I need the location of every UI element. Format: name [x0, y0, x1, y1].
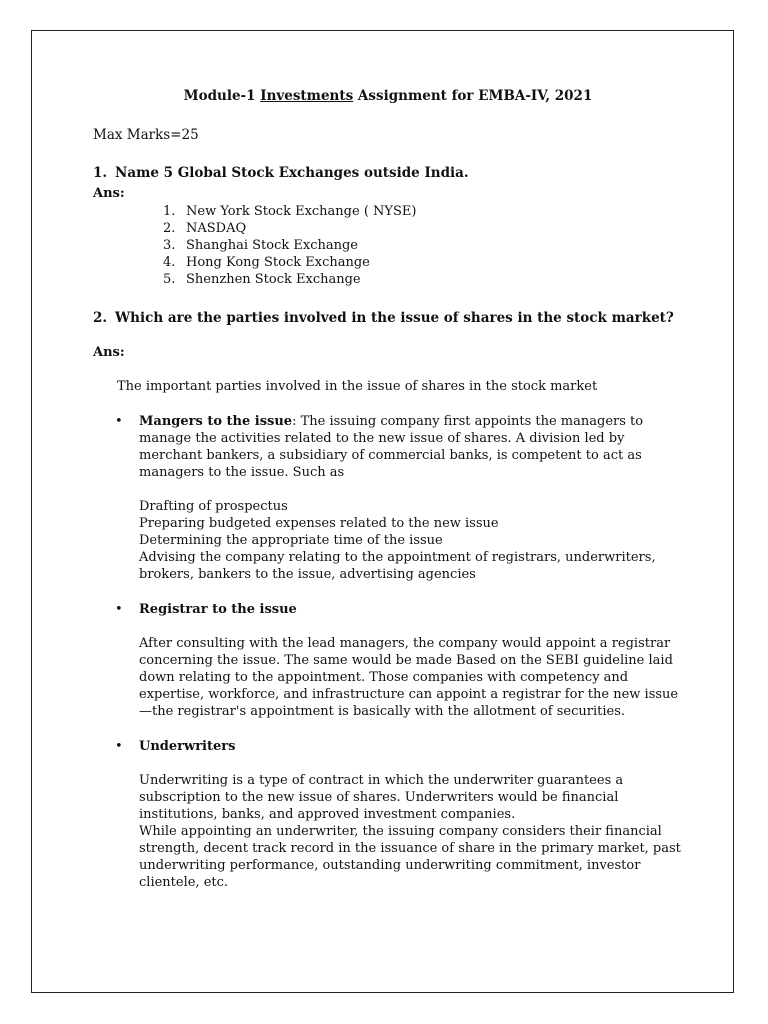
list-item — [163, 254, 683, 271]
answer-2-label: Ans: — [93, 345, 125, 360]
answer-2-intro: The important parties involved in the issue of shares in the stock market — [117, 379, 598, 394]
managers-colon: : — [292, 414, 297, 429]
document-title — [93, 88, 683, 105]
managers-line: The issuing company first appoints the managers to — [296, 414, 644, 429]
question-1-text: Name 5 Global Stock Exchanges outside India. — [115, 165, 469, 181]
bullet-dot: • — [115, 739, 123, 754]
list-item-text: Shanghai Stock Exchange — [186, 238, 358, 253]
task-line: Determining the appropriate time of the issue — [139, 533, 443, 548]
bullet-managers — [115, 413, 683, 481]
question-2-number: 2. — [93, 310, 108, 326]
list-item-text: Hong Kong Stock Exchange — [186, 255, 370, 270]
list-item — [163, 237, 683, 254]
title-underlined-word: Investments — [260, 88, 354, 104]
list-item — [163, 271, 683, 288]
task-line: Advising the company relating to the appointment of registrars, underwriters, — [139, 550, 656, 565]
question-1 — [93, 165, 683, 182]
list-item — [163, 220, 683, 237]
underwriters-heading: Underwriters — [139, 739, 236, 754]
list-item-number: 4. — [163, 255, 176, 270]
registrar-heading: Registrar to the issue — [139, 602, 297, 617]
registrar-paragraph — [139, 635, 683, 720]
list-item-text: NASDAQ — [186, 221, 247, 236]
list-item-number: 5. — [163, 272, 176, 287]
bullet-dot: • — [115, 602, 123, 617]
bullet-managers-text — [139, 413, 683, 481]
title-prefix: Module-1 — [183, 88, 261, 104]
underwriters-line: While appointing an underwriter, the issuing company considers their financial — [139, 824, 662, 839]
bullet-dot: • — [115, 414, 123, 429]
registrar-line: —the registrar's appointment is basically with the allotment of securities. — [139, 704, 626, 719]
question-2 — [93, 310, 683, 327]
managers-line: manage the activities related to the new issue of shares. A division led by — [139, 431, 625, 446]
registrar-line: expertise, workforce, and infrastructure can appoint a registrar for the new issue — [139, 687, 679, 702]
managers-line: managers to the issue. Such as — [139, 465, 345, 480]
document-body — [93, 88, 683, 891]
underwriters-line: underwriting performance, outstanding underwriting commitment, investor — [139, 858, 641, 873]
question-2-text: Which are the parties involved in the issue of shares in the stock market? — [115, 310, 674, 326]
answer-1-label: Ans: — [93, 186, 125, 201]
question-1-number: 1. — [93, 165, 108, 181]
registrar-line: concerning the issue. The same would be made Based on the SEBI guideline laid — [139, 653, 673, 668]
list-item-number: 3. — [163, 238, 176, 253]
underwriters-line: Underwriting is a type of contract in which the underwriter guarantees a — [139, 773, 624, 788]
managers-heading: Mangers to the issue — [139, 414, 293, 429]
list-item-text: Shenzhen Stock Exchange — [186, 272, 361, 287]
managers-tasks — [139, 498, 683, 583]
exchange-list — [93, 203, 683, 288]
managers-line: merchant bankers, a subsidiary of commercial banks, is competent to act as — [139, 448, 642, 463]
underwriters-line: strength, decent track record in the issuance of share in the primary market, past — [139, 841, 681, 856]
task-line: Preparing budgeted expenses related to the new issue — [139, 516, 499, 531]
bullet-registrar — [115, 601, 683, 618]
task-line: brokers, bankers to the issue, advertising agencies — [139, 567, 476, 582]
task-line: Drafting of prospectus — [139, 499, 288, 514]
max-marks: Max Marks=25 — [93, 127, 199, 143]
underwriters-line: institutions, banks, and approved investment companies. — [139, 807, 516, 822]
list-item-text: New York Stock Exchange ( NYSE) — [186, 204, 417, 219]
title-suffix: Assignment for EMBA-IV, 2021 — [353, 88, 593, 104]
bullet-underwriters — [115, 738, 683, 755]
list-item-number: 2. — [163, 221, 176, 236]
underwriters-paragraph — [139, 772, 683, 891]
underwriters-line: clientele, etc. — [139, 875, 229, 890]
registrar-line: After consulting with the lead managers, the company would appoint a registrar — [139, 636, 671, 651]
list-item — [163, 203, 683, 220]
list-item-number: 1. — [163, 204, 176, 219]
underwriters-line: subscription to the new issue of shares. Underwriters would be financial — [139, 790, 619, 805]
registrar-line: down relating to the appointment. Those companies with competency and — [139, 670, 629, 685]
